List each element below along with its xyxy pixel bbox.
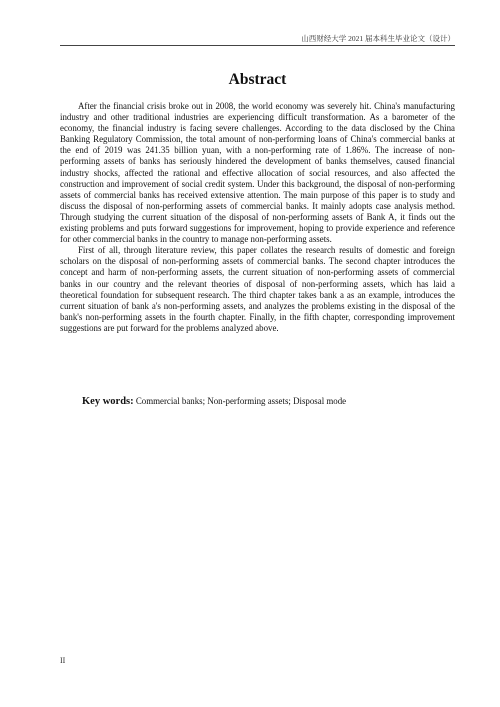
keywords-label: Key words:: [82, 396, 134, 407]
keywords-value: Commercial banks; Non-performing assets; Disposal mode: [135, 396, 347, 406]
abstract-body: [60, 101, 455, 334]
header-rule: [60, 45, 455, 46]
abstract-paragraph-2: First of all, through literature review, this paper collates the research results of domestic and foreign scholars on the disposal of non-performing assets of commercial banks. The second chapter introduces the concept and harm of non-performing assets, the current situation of non-performing assets of commercial banks in our country and the relevant theories of disposal of non-performing assets, which has laid a theoretical foundation for subsequent research. The third chapter takes bank a as an example, introduces the current situation of bank a's non-performing assets, and analyzes the problems existing in the disposal of the bank's non-performing assets in the fourth chapter. Finally, in the fifth chapter, corresponding improvement suggestions are put forward for the problems analyzed above.: [60, 245, 455, 333]
abstract-paragraph-1: After the financial crisis broke out in 2008, the world economy was severely hit. China's manufacturing industry and other traditional industries are experiencing difficult transformation. As a barometer of the economy, the financial industry is facing severe challenges. According to the data disclosed by the China Banking Regulatory Commission, the total amount of non-performing loans of China's commercial banks at the end of 2019 was 241.35 billion yuan, with a non-performing rate of 1.86%. The increase of non-performing assets of banks has seriously hindered the development of banks themselves, caused financial industry shocks, affected the rational and effective allocation of social resources, and also affected the construction and improvement of social credit system. Under this background, the disposal of non-performing assets of commercial banks has received extensive attention. The main purpose of this paper is to study and discuss the disposal of non-performing assets of commercial banks. It mainly adopts case analysis method. Through studying the current situation of the disposal of non-performing assets of Bank A, it finds out the existing problems and puts forward suggestions for improvement, hoping to provide experience and reference for other commercial banks in the country to manage non-performing assets.: [60, 101, 455, 245]
running-header: 山西财经大学 2021 届本科生毕业论文（设计）: [301, 34, 455, 43]
page-number: II: [60, 656, 66, 665]
keywords-line: [82, 395, 462, 408]
abstract-title: Abstract: [228, 71, 287, 88]
